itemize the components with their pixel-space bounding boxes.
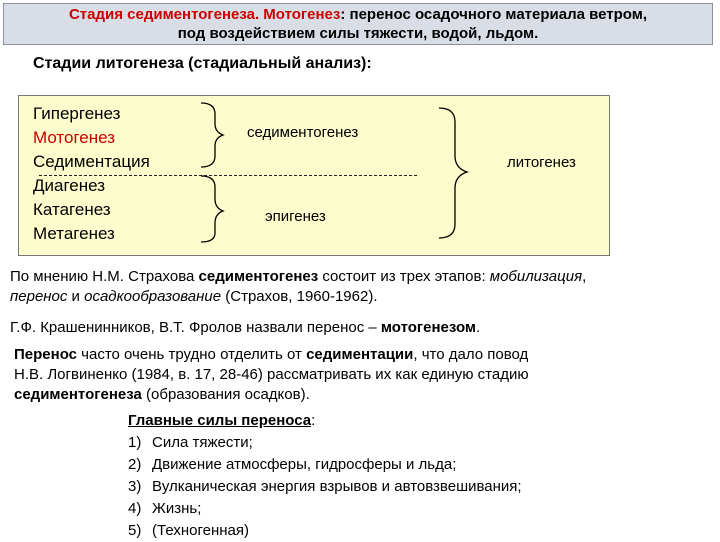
forces-list (128, 432, 522, 542)
title-line-1 (4, 5, 712, 24)
stage-diagenesis: Диагенез (33, 176, 106, 195)
brace-sedimentogenesis (201, 103, 223, 167)
brace-lithogenesis (439, 108, 467, 238)
label-epigenesis: эпигенез (265, 208, 326, 225)
title-line-2: под воздействием силы тяжести, водой, льдом. (177, 25, 539, 42)
stage-motogenesis: Мотогенез (33, 128, 116, 147)
label-sedimentogenesis: седиментогенез (247, 124, 359, 141)
section-heading: Стадии литогенеза (стадиальный анализ): (33, 55, 372, 72)
brace-epigenesis (201, 176, 223, 242)
list-item: 3) Вулканическая энергия взрывов и автовзвешивания; (128, 478, 522, 495)
lithogenesis-stages-panel (18, 95, 610, 256)
list-item: 2) Движение атмосферы, гидросферы и льда; (128, 456, 457, 473)
paragraph-krasheninnikov: Г.Ф. Крашенинников, В.Т. Фролов назвали перенос – мотогенезом. (10, 319, 481, 336)
paragraph-logvinenko: Перенос часто очень трудно отделить от седиментации, что дало повод Н.В. Логвиненко (1984, в. 17, 28-46) рассматривать их как единую стадию седиментогенеза (образования осадков). (14, 346, 529, 403)
list-item: 1) Сила тяжести; (128, 434, 253, 451)
brackets (19, 96, 611, 257)
transport-forces: Главные силы переноса: 1) Сила тяжести; 2) Движение атмосферы, гидросферы и льда; 3) Вулканическая энергия взрывов и автовзвешивания; 4) Жизнь; 5) (Техногенная) (128, 410, 522, 542)
stage-metagenesis: Метагенез (33, 224, 115, 243)
term-motogenesis: мотогенезом (380, 319, 477, 336)
stage-sedimentation: Седиментация (33, 152, 150, 171)
label-lithogenesis: литогенез (507, 154, 576, 171)
list-item: 4) Жизнь; (128, 500, 202, 517)
list-item: 5) (Техногенная) (128, 522, 249, 539)
term-sedimentogenesis: седиментогенез (198, 268, 319, 285)
title-rest: : перенос осадочного материала ветром, (340, 6, 648, 23)
title-highlight: Стадия седиментогенеза. Мотогенез (68, 6, 341, 23)
forces-title: Главные силы переноса (128, 412, 312, 429)
stage-hypergenesis: Гипергенез (33, 104, 121, 123)
slide-title (3, 3, 713, 45)
paragraph-strakhov: По мнению Н.М. Страхова седиментогенез состоит из трех этапов: мобилизация, перенос и осадкообразование (Страхов, 1960-1962). (10, 268, 587, 305)
stage-catagenesis: Катагенез (33, 200, 111, 219)
